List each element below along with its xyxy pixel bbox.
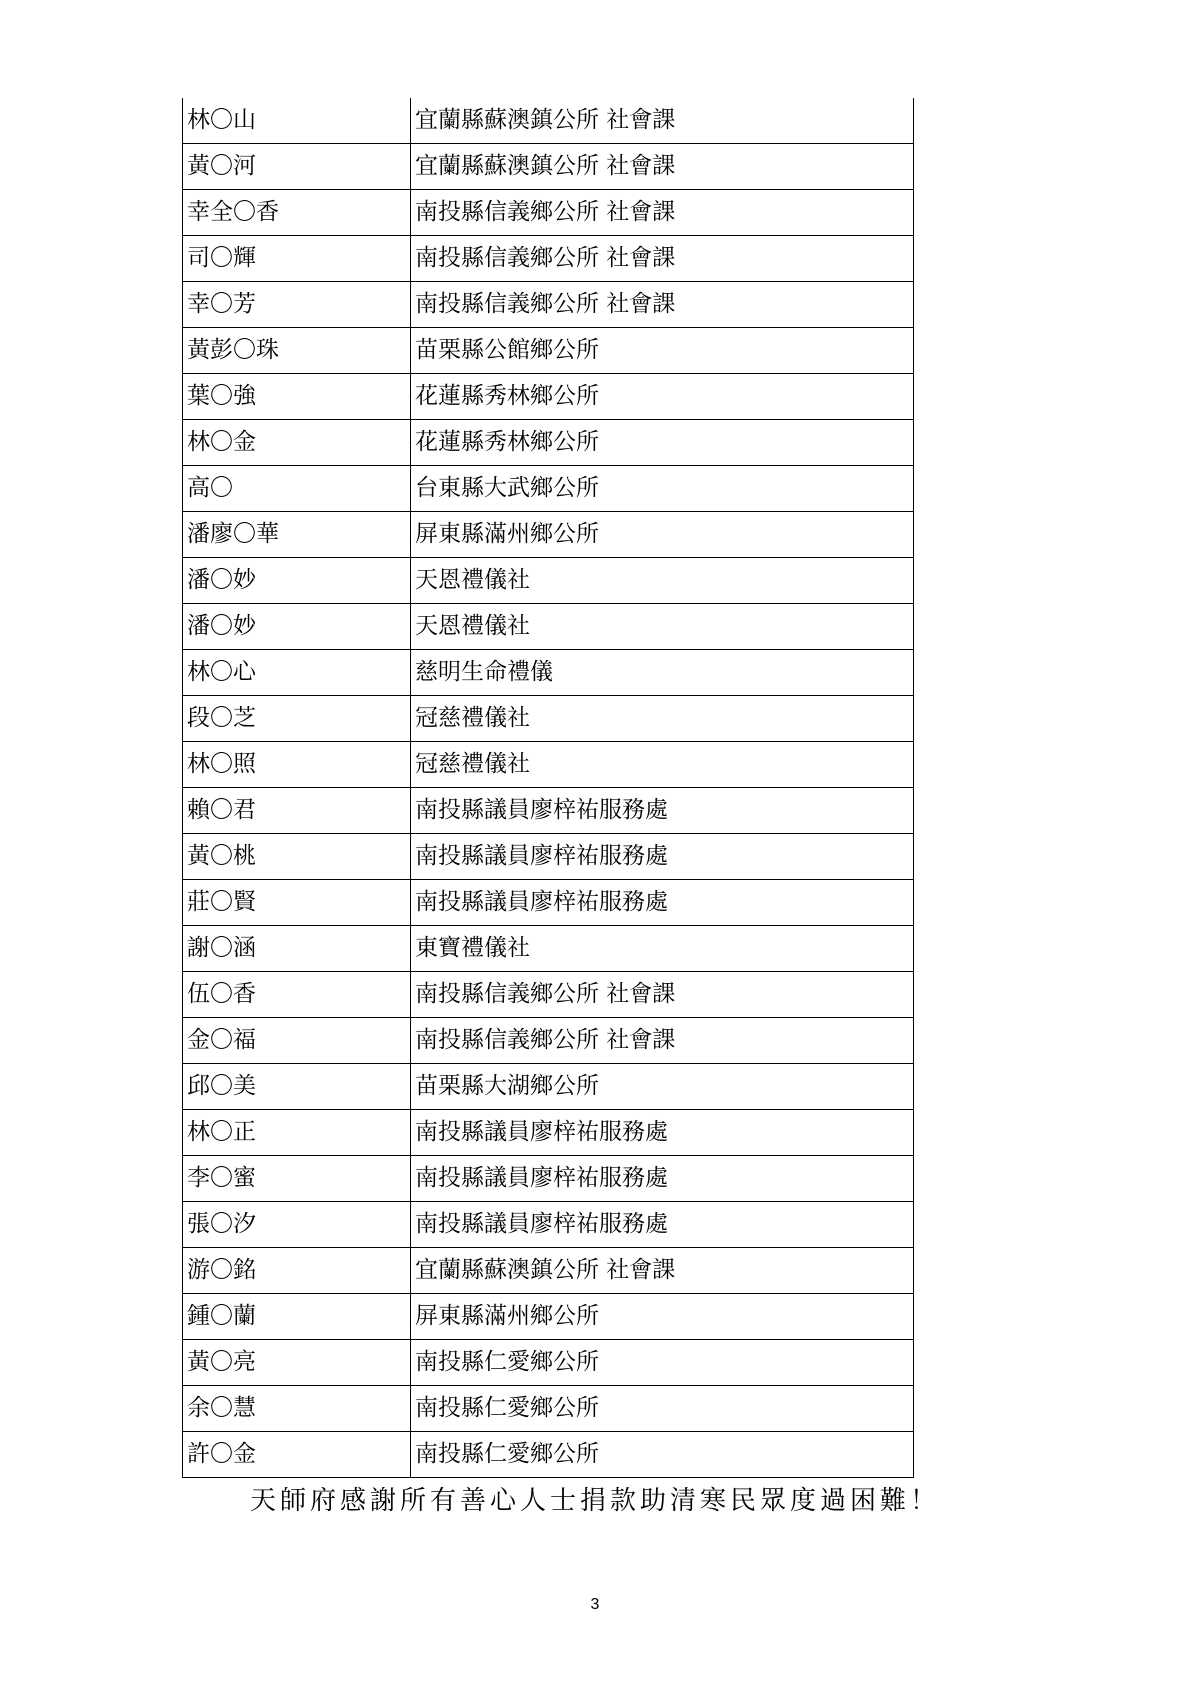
table-row: [183, 788, 914, 834]
donor-name-cell: 潘〇妙: [183, 558, 411, 604]
table-row: [183, 558, 914, 604]
table-row: [183, 604, 914, 650]
donor-name-cell: 林〇正: [183, 1110, 411, 1156]
donor-name-cell: 林〇照: [183, 742, 411, 788]
table-row: [183, 1202, 914, 1248]
table-row: [183, 650, 914, 696]
donor-organization-cell: 天恩禮儀社: [411, 604, 914, 650]
table-row: [183, 420, 914, 466]
donor-name-cell: 黃〇河: [183, 144, 411, 190]
donor-name-cell: 高〇: [183, 466, 411, 512]
donor-organization-cell: 苗栗縣大湖鄉公所: [411, 1064, 914, 1110]
table-row: [183, 880, 914, 926]
donor-organization-cell: 南投縣仁愛鄉公所: [411, 1340, 914, 1386]
table-row: [183, 1432, 914, 1478]
thank-you-message: 天師府感謝所有善心人士捐款助清寒民眾度過困難！: [249, 1486, 940, 1516]
donor-name-cell: 金〇福: [183, 1018, 411, 1064]
table-row: [183, 926, 914, 972]
table-row: [183, 512, 914, 558]
table-row: [183, 144, 914, 190]
donor-organization-cell: 花蓮縣秀林鄉公所: [411, 374, 914, 420]
donor-name-cell: 鍾〇蘭: [183, 1294, 411, 1340]
table-row: [183, 190, 914, 236]
donor-organization-cell: 南投縣議員廖梓祐服務處: [411, 834, 914, 880]
donor-name-cell: 幸全〇香: [183, 190, 411, 236]
table-row: [183, 1064, 914, 1110]
donor-name-cell: 林〇山: [183, 98, 411, 144]
donor-table: [182, 98, 914, 1478]
donor-organization-cell: 南投縣信義鄉公所 社會課: [411, 190, 914, 236]
page-number: 3: [590, 1596, 600, 1613]
donor-name-cell: 潘〇妙: [183, 604, 411, 650]
donor-name-cell: 林〇金: [183, 420, 411, 466]
donor-organization-cell: 屏東縣滿州鄉公所: [411, 1294, 914, 1340]
donor-organization-cell: 南投縣議員廖梓祐服務處: [411, 1110, 914, 1156]
donor-name-cell: 賴〇君: [183, 788, 411, 834]
donor-organization-cell: 南投縣議員廖梓祐服務處: [411, 1202, 914, 1248]
donor-name-cell: 段〇芝: [183, 696, 411, 742]
donor-name-cell: 李〇蜜: [183, 1156, 411, 1202]
donor-organization-cell: 花蓮縣秀林鄉公所: [411, 420, 914, 466]
donor-name-cell: 伍〇香: [183, 972, 411, 1018]
table-row: [183, 374, 914, 420]
donor-organization-cell: 慈明生命禮儀: [411, 650, 914, 696]
donor-organization-cell: 南投縣仁愛鄉公所: [411, 1386, 914, 1432]
donor-name-cell: 余〇慧: [183, 1386, 411, 1432]
donor-name-cell: 潘廖〇華: [183, 512, 411, 558]
donor-name-cell: 邱〇美: [183, 1064, 411, 1110]
donor-organization-cell: 冠慈禮儀社: [411, 696, 914, 742]
table-row: [183, 834, 914, 880]
donor-organization-cell: 南投縣議員廖梓祐服務處: [411, 788, 914, 834]
table-row: [183, 696, 914, 742]
table-row: [183, 1294, 914, 1340]
donor-name-cell: 黃〇亮: [183, 1340, 411, 1386]
table-row: [183, 1156, 914, 1202]
donor-name-cell: 葉〇強: [183, 374, 411, 420]
donor-organization-cell: 南投縣信義鄉公所 社會課: [411, 972, 914, 1018]
table-row: [183, 466, 914, 512]
table-row: [183, 1340, 914, 1386]
donor-organization-cell: 宜蘭縣蘇澳鎮公所 社會課: [411, 98, 914, 144]
table-row: [183, 1386, 914, 1432]
donor-name-cell: 張〇汐: [183, 1202, 411, 1248]
donor-name-cell: 黃〇桃: [183, 834, 411, 880]
donor-name-cell: 游〇銘: [183, 1248, 411, 1294]
donor-organization-cell: 南投縣仁愛鄉公所: [411, 1432, 914, 1478]
donor-name-cell: 林〇心: [183, 650, 411, 696]
donor-name-cell: 許〇金: [183, 1432, 411, 1478]
table-row: [183, 1018, 914, 1064]
donor-organization-cell: 宜蘭縣蘇澳鎮公所 社會課: [411, 1248, 914, 1294]
donor-organization-cell: 宜蘭縣蘇澳鎮公所 社會課: [411, 144, 914, 190]
table-row: [183, 282, 914, 328]
table-row: [183, 236, 914, 282]
donor-organization-cell: 南投縣議員廖梓祐服務處: [411, 880, 914, 926]
table-row: [183, 972, 914, 1018]
donor-organization-cell: 天恩禮儀社: [411, 558, 914, 604]
donor-name-cell: 司〇輝: [183, 236, 411, 282]
table-row: [183, 328, 914, 374]
table-row: [183, 1248, 914, 1294]
table-row: [183, 1110, 914, 1156]
donor-organization-cell: 苗栗縣公館鄉公所: [411, 328, 914, 374]
donor-organization-cell: 冠慈禮儀社: [411, 742, 914, 788]
donor-organization-cell: 東寶禮儀社: [411, 926, 914, 972]
donor-organization-cell: 南投縣信義鄉公所 社會課: [411, 282, 914, 328]
donor-organization-cell: 南投縣信義鄉公所 社會課: [411, 1018, 914, 1064]
table-row: [183, 98, 914, 144]
donor-name-cell: 謝〇涵: [183, 926, 411, 972]
donor-name-cell: 莊〇賢: [183, 880, 411, 926]
donor-organization-cell: 南投縣議員廖梓祐服務處: [411, 1156, 914, 1202]
donor-table-body: [183, 98, 914, 1478]
table-row: [183, 742, 914, 788]
donor-organization-cell: 屏東縣滿州鄉公所: [411, 512, 914, 558]
donor-name-cell: 幸〇芳: [183, 282, 411, 328]
donor-organization-cell: 南投縣信義鄉公所 社會課: [411, 236, 914, 282]
donor-organization-cell: 台東縣大武鄉公所: [411, 466, 914, 512]
donor-name-cell: 黃彭〇珠: [183, 328, 411, 374]
